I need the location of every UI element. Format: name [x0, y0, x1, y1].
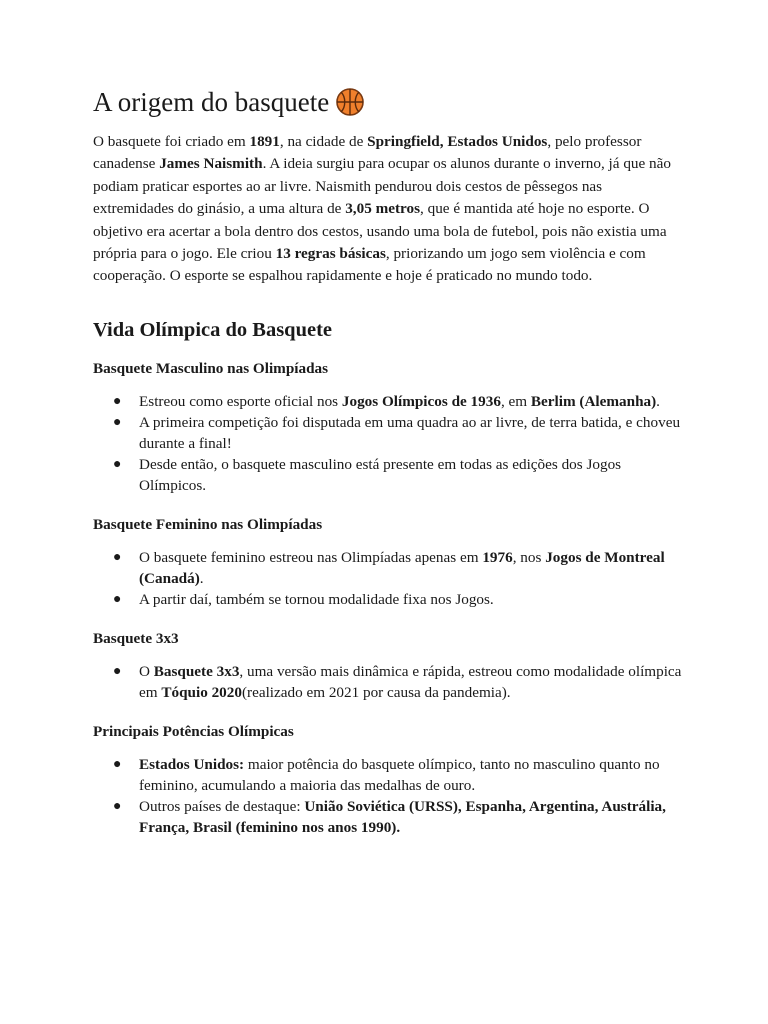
item-text: O	[139, 662, 154, 680]
subheading-3x3: Basquete 3x3	[93, 629, 179, 647]
item-text: A primeira competição foi disputada em uma quadra ao ar livre, de terra batida, e choveu durante a final!	[139, 413, 681, 452]
item-bold: Tóquio 2020	[161, 683, 242, 701]
list-item	[93, 454, 683, 496]
item-text: Outros países de destaque:	[139, 797, 305, 815]
bullet-icon: ●	[113, 798, 122, 814]
intro-height: 3,05 metros	[345, 200, 420, 218]
list-item	[93, 796, 683, 838]
page-title-text: A origem do basquete	[93, 87, 330, 117]
intro-year: 1891	[249, 133, 280, 150]
list-masculino	[93, 391, 683, 496]
bullet-icon: ●	[113, 414, 122, 430]
list-item	[93, 547, 683, 589]
intro-inventor: James Naismith	[159, 155, 263, 173]
intro-paragraph	[93, 131, 683, 288]
item-text: A partir daí, também se tornou modalidade fixa nos Jogos.	[139, 590, 494, 608]
document-page	[93, 84, 683, 856]
intro-text: . A ideia surgiu para ocupar os alunos durante o inverno, já que não podiam praticar esportes ao ar livre. Naismith pendurou dois cestos de pêssegos nas extremidades do ginásio, a uma altura de	[93, 155, 671, 218]
intro-text: , na cidade de	[279, 133, 368, 150]
bullet-icon: ●	[113, 756, 122, 772]
item-text: , nos	[512, 548, 546, 566]
bullet-icon: ●	[113, 393, 122, 409]
bullet-icon: ●	[113, 456, 122, 472]
subheading-masculino: Basquete Masculino nas Olimpíadas	[93, 359, 329, 377]
item-bold: União Soviética (URSS), Espanha, Argentina, Austrália, França, Brasil (feminino nos anos 1990).	[139, 797, 666, 836]
item-text: O basquete feminino estreou nas Olimpíadas apenas em	[139, 548, 483, 566]
item-bold: Jogos Olímpicos de 1936	[341, 392, 501, 410]
list-item	[93, 391, 683, 412]
item-text: Estreou como esporte oficial nos	[139, 392, 342, 410]
section-title: Vida Olímpica do Basquete	[93, 318, 333, 341]
intro-text: , pelo professor canadense	[93, 133, 642, 173]
intro-city: Springfield, Estados Unidos	[367, 133, 548, 150]
item-bold: Basquete 3x3	[153, 662, 240, 680]
item-bold: Jogos de Montreal (Canadá)	[139, 548, 665, 587]
bullet-icon: ●	[113, 591, 122, 607]
subheading-potencias: Principais Potências Olímpicas	[93, 722, 294, 740]
list-potencias	[93, 754, 683, 838]
basketball-icon	[335, 87, 365, 117]
intro-text: , que é mantida até hoje no esporte. O objetivo era acertar a bola dentro dos cestos, usando uma bola de futebol, pois não existia uma própria para o jogo. Ele criou	[93, 200, 667, 263]
item-text: .	[199, 569, 204, 587]
list-feminino	[93, 547, 683, 610]
item-bold: Berlim (Alemanha)	[530, 392, 657, 410]
list-item	[93, 754, 683, 796]
item-text: , em	[500, 392, 531, 410]
list-item	[93, 589, 683, 610]
item-text: maior potência do basquete olímpico, tanto no masculino quanto no feminino, acumulando a maioria das medalhas de ouro.	[139, 755, 660, 794]
item-bold: Estados Unidos:	[139, 755, 245, 773]
intro-rules: 13 regras básicas	[275, 245, 386, 263]
subheading-feminino: Basquete Feminino nas Olimpíadas	[93, 515, 323, 533]
intro-text: , priorizando um jogo sem violência e com cooperação. O esporte se espalhou rapidamente e hoje é praticado no mundo todo.	[93, 245, 646, 285]
item-text: Desde então, o basquete masculino está presente em todas as edições dos Jogos Olímpicos.	[139, 455, 622, 494]
list-item	[93, 412, 683, 454]
item-bold: 1976	[482, 548, 513, 566]
list-item	[93, 661, 683, 703]
item-text: (realizado em 2021 por causa da pandemia).	[241, 683, 511, 701]
list-3x3	[93, 661, 683, 703]
bullet-icon: ●	[113, 549, 122, 565]
item-text: .	[656, 392, 660, 410]
intro-text: O basquete foi criado em	[93, 133, 250, 150]
item-text: , uma versão mais dinâmica e rápida, estreou como modalidade olímpica em	[139, 662, 682, 701]
page-title	[93, 84, 683, 120]
bullet-icon: ●	[113, 663, 122, 679]
